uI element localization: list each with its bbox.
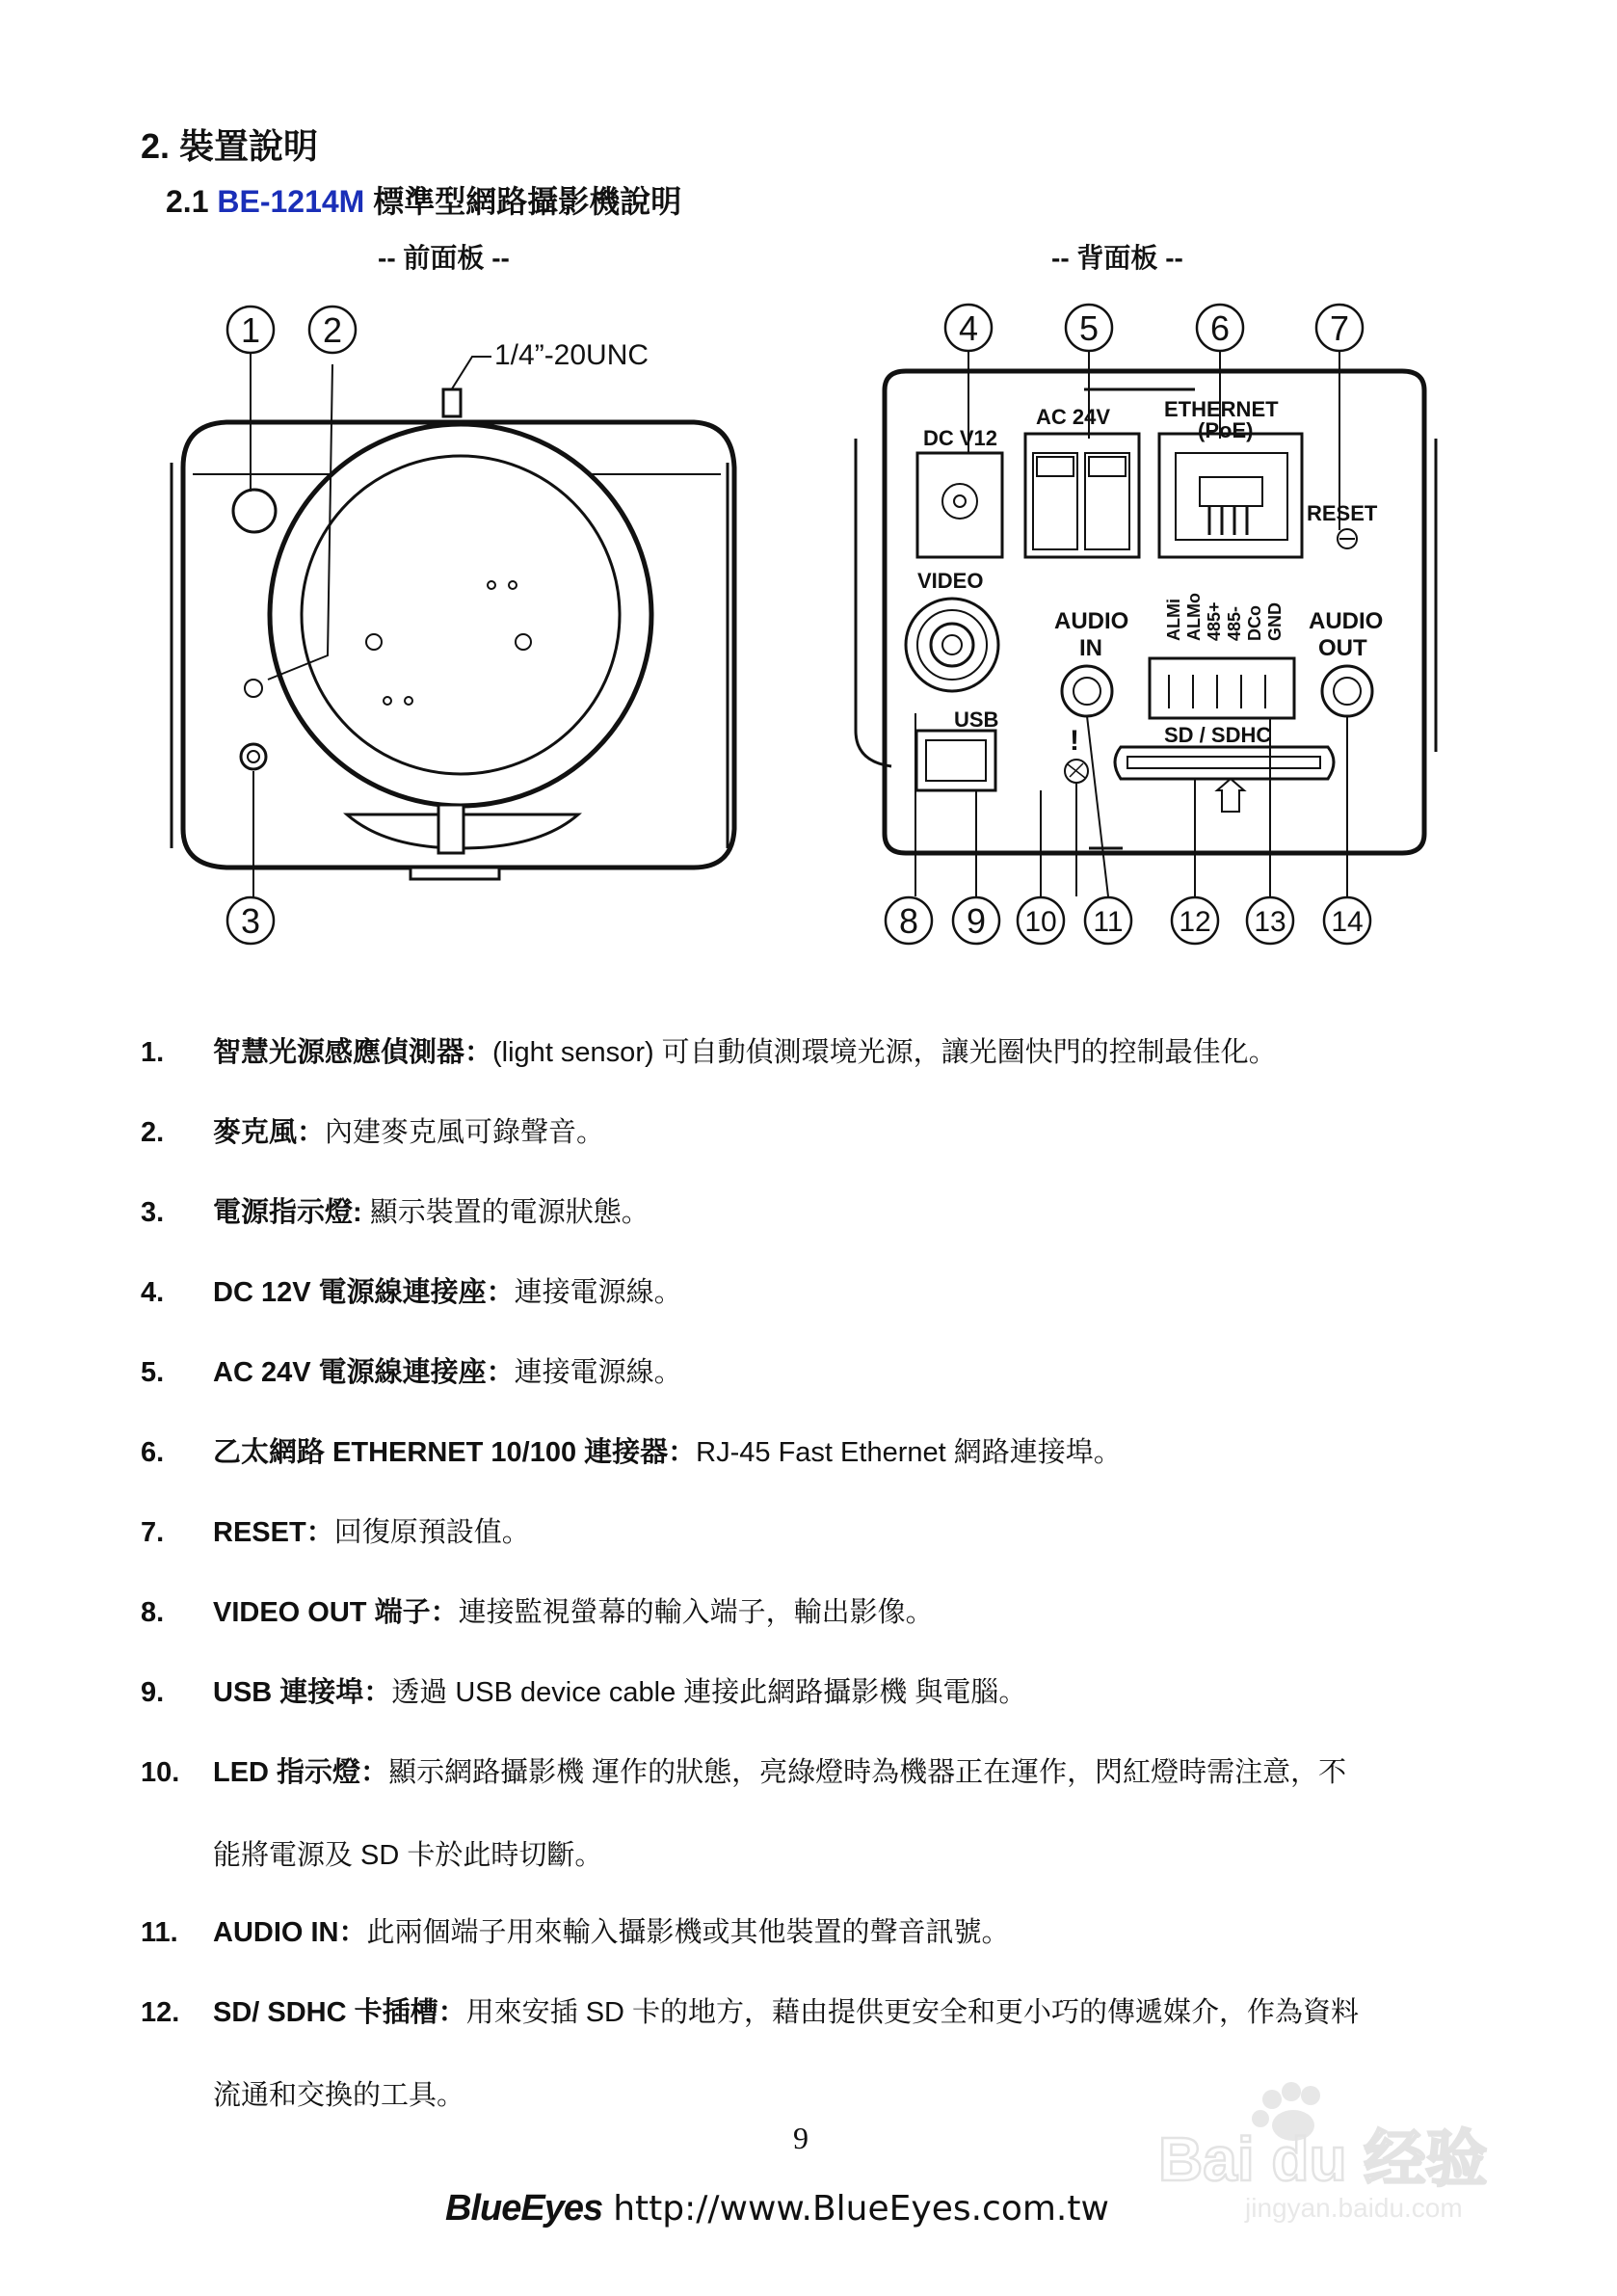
poe-label: (PoE) bbox=[1198, 418, 1254, 442]
callout-number: 6 bbox=[1209, 308, 1231, 348]
audio-out-label-2: OUT bbox=[1318, 635, 1367, 661]
ac-label: AC 24V bbox=[1036, 405, 1111, 429]
footer bbox=[445, 2186, 1109, 2229]
reset-label: RESET bbox=[1307, 501, 1378, 525]
callout-number: 13 bbox=[1254, 906, 1286, 938]
camera-diagram bbox=[0, 0, 1617, 974]
watermark bbox=[1158, 2072, 1524, 2227]
callout-number: 4 bbox=[958, 308, 979, 348]
video-label: VIDEO bbox=[917, 569, 984, 593]
pin-label: ALMo bbox=[1184, 593, 1204, 641]
pin-label: DCo bbox=[1245, 605, 1264, 641]
footer-url: http://www.BlueEyes.com.tw bbox=[613, 2189, 1109, 2229]
callout-number: 14 bbox=[1331, 906, 1364, 938]
callout-number: 7 bbox=[1329, 308, 1350, 348]
callout-number: 12 bbox=[1179, 906, 1211, 938]
pin-label: 485- bbox=[1225, 605, 1244, 641]
usb-label: USB bbox=[954, 707, 999, 732]
list-item-continuation: 能將電源及 SD 卡於此時切斷。 bbox=[213, 1840, 603, 1871]
svg-text:!: ! bbox=[1070, 725, 1079, 757]
front-panel-drawing bbox=[172, 347, 734, 896]
front-panel-label: -- 前面板 -- bbox=[378, 243, 510, 273]
callout-number: 3 bbox=[240, 901, 261, 941]
pin-label: ALMi bbox=[1164, 599, 1183, 641]
audio-in-label-2: IN bbox=[1079, 635, 1102, 661]
pin-label: 485+ bbox=[1205, 601, 1224, 641]
dc-label: DC V12 bbox=[923, 426, 998, 450]
ethernet-label: ETHERNET bbox=[1164, 397, 1279, 421]
callout-number: 5 bbox=[1078, 308, 1100, 348]
list-item-continuation: 流通和交換的工具。 bbox=[213, 2080, 465, 2111]
sd-label: SD / SDHC bbox=[1164, 723, 1272, 747]
back-panel-label: -- 背面板 -- bbox=[1051, 243, 1183, 273]
callout-number: 11 bbox=[1093, 906, 1124, 938]
callout-number: 9 bbox=[966, 901, 987, 941]
callout-number: 8 bbox=[898, 901, 919, 941]
watermark-logo: Bai du 经验 bbox=[1158, 2124, 1488, 2194]
callout-number: 2 bbox=[322, 310, 343, 350]
audio-out-label-1: AUDIO bbox=[1309, 608, 1384, 634]
subsection-heading: 2.1 BE-1214M 標準型網路攝影機說明 bbox=[166, 184, 682, 219]
callout-number: 1 bbox=[240, 310, 261, 350]
callout-number: 10 bbox=[1024, 906, 1057, 938]
brand-logo: BlueEyes bbox=[445, 2188, 603, 2229]
section-heading: 2. 裝置說明 bbox=[141, 126, 319, 166]
mount-label: 1/4”-20UNC bbox=[494, 339, 649, 371]
watermark-site: jingyan.baidu.com bbox=[1245, 2193, 1463, 2223]
page-number: 9 bbox=[793, 2121, 808, 2155]
audio-in-label-1: AUDIO bbox=[1054, 608, 1129, 634]
pin-label: GND bbox=[1265, 602, 1285, 641]
